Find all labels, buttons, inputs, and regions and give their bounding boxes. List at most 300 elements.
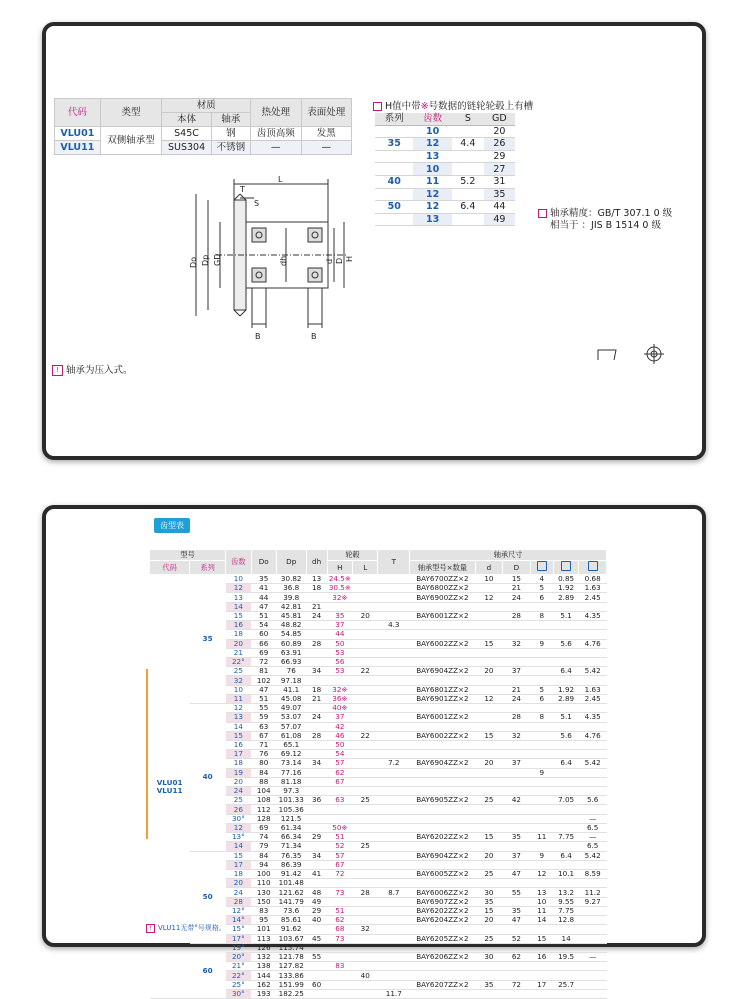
t-cell [378,611,410,620]
d-cell [475,722,502,731]
dh-cell: 40 [306,916,327,925]
D-cell [503,657,530,666]
D-cell [503,787,530,796]
c3-cell [579,750,607,759]
l-cell [353,962,378,971]
c2-cell [553,704,578,713]
D-cell [503,768,530,777]
D-cell: 28 [503,611,530,620]
bearing-model-cell: BAY6905ZZ×2 [410,796,476,805]
dh-cell [306,805,327,814]
c3-cell: 6.5 [579,823,607,832]
l-cell [353,694,378,703]
c3-cell: — [579,814,607,823]
dh-cell [306,740,327,749]
header-bearing-dim: 轴承尺寸 [410,550,607,561]
l-cell [353,740,378,749]
d-cell [475,685,502,694]
d-cell [475,805,502,814]
dh-cell [306,593,327,602]
c2-cell: 19.5 [553,952,578,961]
table-row [375,125,515,138]
dp-cell: 45.08 [276,694,306,703]
l-cell [353,768,378,777]
c2-cell [553,722,578,731]
groove-gd-cell: 29 [484,150,515,163]
dp-cell: 105.36 [276,805,306,814]
c1-cell: 15 [530,934,553,943]
teeth-cell: 21 [226,648,251,657]
groove-s-cell [452,125,484,138]
dh-cell [306,621,327,630]
dp-cell: 45.81 [276,611,306,620]
header-dh: dh [306,550,327,575]
groove-system-cell [375,125,413,138]
c2-cell: 9.55 [553,897,578,906]
teeth-cell: 10 [226,575,251,584]
c1-cell [530,971,553,980]
c1-cell: 6 [530,593,553,602]
label-B-left: B [255,332,261,341]
table-row [375,150,515,163]
groove-gd-cell: 44 [484,201,515,214]
d-cell [475,787,502,796]
l-cell [353,805,378,814]
t-cell [378,823,410,832]
groove-s-cell [452,213,484,226]
c1-cell: 16 [530,952,553,961]
system-cell: 35 [190,575,226,704]
c2-cell: 6.4 [553,759,578,768]
l-cell [353,676,378,685]
t-cell [378,934,410,943]
tooth-table-tag[interactable]: 齿型表 [154,518,190,533]
d-cell [475,823,502,832]
do-cell: 63 [251,722,276,731]
D-cell [503,722,530,731]
dh-cell: 36 [306,796,327,805]
c3-cell [579,602,607,611]
t-cell [378,906,410,915]
dp-cell: 42.81 [276,602,306,611]
dp-cell: 69.12 [276,750,306,759]
icon-col-1[interactable] [530,561,553,575]
label-d: d [325,258,334,264]
teeth-cell: 14 [226,722,251,731]
dh-cell: 13 [306,575,327,584]
bearing-model-cell [410,860,476,869]
t-cell [378,722,410,731]
do-cell: 108 [251,796,276,805]
groove-system-cell [375,150,413,163]
dp-cell: 48.82 [276,621,306,630]
dh-cell [306,860,327,869]
c3-cell [579,989,607,998]
groove-gd-cell: 27 [484,163,515,176]
dp-cell: 101.48 [276,879,306,888]
dh-cell [306,962,327,971]
do-cell: 83 [251,906,276,915]
teeth-cell: 14 [226,842,251,851]
d-cell: 20 [475,916,502,925]
c3-cell: 5.6 [579,796,607,805]
c1-cell [530,989,553,998]
l-cell: 22 [353,731,378,740]
bearing-model-cell: BAY6204ZZ×2 [410,916,476,925]
l-cell [353,897,378,906]
icon-col-3[interactable] [579,561,607,575]
do-cell: 47 [251,602,276,611]
h-cell [327,787,352,796]
do-cell: 79 [251,842,276,851]
t-cell [378,602,410,611]
c2-cell: 5.6 [553,731,578,740]
c3-cell: 5.42 [579,759,607,768]
dp-cell: 66.93 [276,657,306,666]
t-cell: 11.7 [378,989,410,998]
bearing-model-cell [410,722,476,731]
bearing-model-cell [410,768,476,777]
pdf-icon [537,561,547,571]
h-cell: 73 [327,934,352,943]
D-cell: 24 [503,593,530,602]
spec-panel-top [42,22,706,460]
h-cell: 56 [327,657,352,666]
c3-cell [579,860,607,869]
groove-system-cell [375,213,413,226]
do-cell: 104 [251,787,276,796]
t-cell [378,740,410,749]
bearing-model-cell [410,740,476,749]
d-cell [475,943,502,952]
D-cell: 47 [503,870,530,879]
D-cell: 62 [503,952,530,961]
c3-cell: 11.2 [579,888,607,897]
groove-system-cell: 35 [375,138,413,151]
dp-cell: 65.1 [276,740,306,749]
bearing-model-cell: BAY6002ZZ×2 [410,731,476,740]
c1-cell: 6 [530,694,553,703]
c2-cell: 1.92 [553,685,578,694]
do-cell: 72 [251,657,276,666]
l-cell [353,980,378,989]
do-cell: 128 [251,814,276,823]
groove-tooth-cell: 12 [413,138,451,151]
c1-cell: 5 [530,685,553,694]
l-cell [353,750,378,759]
D-cell [503,630,530,639]
bearing-model-cell [410,989,476,998]
teeth-cell: 28 [226,897,251,906]
c1-cell: 8 [530,713,553,722]
h-cell: 50 [327,639,352,648]
press-fit-footnote: ! 轴承为压入式。 [52,362,133,376]
c3-cell: 4.35 [579,611,607,620]
dp-cell: 66.34 [276,833,306,842]
c1-cell [530,879,553,888]
l-cell [353,860,378,869]
dh-cell [306,842,327,851]
c1-cell [530,648,553,657]
sprocket-cross-section-drawing [156,174,356,344]
c2-cell [553,648,578,657]
bearing-model-cell [410,657,476,666]
teeth-cell: 19° [226,943,251,952]
D-cell [503,989,530,998]
surface-cell: — [301,141,352,155]
header-dp: Dp [276,550,306,575]
D-cell [503,602,530,611]
c3-cell: 0.68 [579,575,607,584]
copy-icon [588,561,598,571]
t-cell [378,971,410,980]
c1-cell: 9 [530,639,553,648]
d-cell [475,842,502,851]
bearing-model-cell [410,750,476,759]
bearing-model-cell: BAY6002ZZ×2 [410,639,476,648]
dp-cell: 36.8 [276,584,306,593]
c3-cell: 4.76 [579,731,607,740]
d-cell: 30 [475,888,502,897]
h-cell: 30.5※ [328,583,351,593]
label-D: D [335,257,344,264]
groove-system-cell [375,163,413,176]
D-cell [503,879,530,888]
dp-cell: 97.3 [276,787,306,796]
teeth-cell: 24 [226,888,251,897]
l-cell [353,934,378,943]
groove-tooth-cell: 10 [413,125,451,138]
c1-cell [530,731,553,740]
c1-cell [530,740,553,749]
teeth-cell: 16 [226,621,251,630]
c1-cell: 4 [530,575,553,584]
c1-cell [530,925,553,934]
l-cell [353,621,378,630]
body-cell: SUS304 [162,141,211,155]
c1-cell [530,962,553,971]
l-cell [353,851,378,860]
D-cell: 72 [503,980,530,989]
d-cell [475,989,502,998]
code-vlu11: VLU11 [156,785,183,795]
do-cell: 69 [251,648,276,657]
t-cell [378,648,410,657]
dp-cell: 61.08 [276,731,306,740]
c1-cell [530,787,553,796]
header-surface: 表面处理 [301,99,352,127]
d-cell [475,925,502,934]
d-cell: 20 [475,851,502,860]
groove-gd-cell: 20 [484,125,515,138]
dp-cell: 60.89 [276,639,306,648]
h-cell: 44 [327,630,352,639]
dh-cell [306,943,327,952]
table-row [150,704,607,713]
c3-cell: 1.63 [579,584,607,593]
d-cell [475,962,502,971]
c3-cell [579,787,607,796]
D-cell [503,842,530,851]
heat-cell: 齿顶高频 [251,127,301,141]
D-cell [503,704,530,713]
groove-s-cell [452,150,484,163]
groove-system-cell [375,188,413,201]
teeth-cell: 15° [226,925,251,934]
header-bearing: 轴承 [211,113,250,127]
teeth-cell: 25 [226,796,251,805]
label-H: H [345,255,354,262]
teeth-cell: 26 [226,805,251,814]
c3-cell [579,777,607,786]
spec-panel-bottom [42,505,706,998]
l-cell [353,906,378,915]
groove-s-cell: 5.2 [452,175,484,188]
c1-cell: 13 [530,888,553,897]
c3-cell [579,879,607,888]
c3-cell: 2.45 [579,593,607,602]
t-cell [378,657,410,666]
h-cell [327,602,352,611]
c1-cell [530,796,553,805]
d-cell [475,768,502,777]
c3-cell [579,621,607,630]
bearing-model-cell [410,842,476,851]
groove-tooth-cell: 13 [413,213,451,226]
h-cell: 51 [327,833,352,842]
do-cell: 144 [251,971,276,980]
t-cell [378,870,410,879]
groove-gd-cell: 26 [484,138,515,151]
c1-cell: 11 [530,833,553,842]
system-cell: 40 [190,704,226,852]
warning-icon: ! [52,365,63,376]
bearing-model-cell: BAY6001ZZ×2 [410,713,476,722]
h-cell: 35 [327,611,352,620]
D-cell [503,823,530,832]
dh-cell [306,750,327,759]
dh-cell [306,722,327,731]
h-cell [327,952,352,961]
c1-cell: 14 [530,916,553,925]
dp-cell: 57.07 [276,722,306,731]
dp-cell: 121.62 [276,888,306,897]
teeth-cell: 22° [226,657,251,666]
h-cell [327,971,352,980]
t-cell [378,796,410,805]
bearing-model-cell [410,621,476,630]
icon-col-2[interactable] [553,561,578,575]
D-cell [503,740,530,749]
do-cell: 51 [251,694,276,703]
c1-cell [530,704,553,713]
teeth-cell: 13 [226,593,251,602]
h-cell [327,814,352,823]
do-cell: 84 [251,851,276,860]
c3-cell [579,906,607,915]
teeth-cell: 17 [226,860,251,869]
c2-cell [553,989,578,998]
bearing-model-cell: BAY6206ZZ×2 [410,952,476,961]
t-cell [378,833,410,842]
dp-cell: 151.99 [276,980,306,989]
bearing-model-cell [410,925,476,934]
t-cell [378,731,410,740]
body-cell: S45C [162,127,211,141]
h-cell: 62 [327,768,352,777]
c1-cell: 5 [530,584,553,593]
teeth-cell: 25° [226,980,251,989]
d-cell: 20 [475,667,502,676]
do-cell: 54 [251,621,276,630]
l-cell [353,759,378,768]
c3-cell [579,630,607,639]
header-system: 系列 [375,113,413,125]
bearing-model-cell [410,676,476,685]
do-cell: 47 [251,685,276,694]
vlu11-note: ! VLU11无带°号规格。 [146,923,226,933]
do-cell: 74 [251,833,276,842]
bearing-model-cell: BAY6904ZZ×2 [410,667,476,676]
h-cell: 68 [327,925,352,934]
h-cell: 37 [327,713,352,722]
h-cell [327,980,352,989]
table-row [150,943,607,952]
d-cell [475,814,502,823]
label-T: T [240,185,245,194]
dp-cell: 63.91 [276,648,306,657]
type-cell: 双侧轴承型 [100,127,162,155]
teeth-cell: 12 [226,584,251,593]
label-GD: GD [213,253,222,266]
dp-cell: 141.79 [276,897,306,906]
d-cell [475,602,502,611]
system-cell: 50 [190,851,226,943]
t-cell: 4.3 [378,621,410,630]
dp-cell: 30.82 [276,575,306,584]
d-cell [475,621,502,630]
h-cell: 57 [327,851,352,860]
t-cell: 7.2 [378,759,410,768]
c1-cell [530,657,553,666]
l-cell [353,870,378,879]
D-cell: 32 [503,731,530,740]
teeth-cell: 25 [226,667,251,676]
l-cell [353,787,378,796]
header-body: 本体 [162,113,211,127]
d-cell [475,584,502,593]
teeth-cell: 32 [226,676,251,685]
label-B-right: B [311,332,317,341]
teeth-cell: 20 [226,777,251,786]
header-l: L [353,561,378,575]
h-cell: 32※ [327,685,352,694]
h-cell: 57 [327,759,352,768]
groove-s-cell: 4.4 [452,138,484,151]
dh-cell: 48 [306,888,327,897]
D-cell: 35 [503,833,530,842]
c2-cell: 14 [553,934,578,943]
d-cell [475,879,502,888]
bearing-model-cell [410,962,476,971]
c3-cell [579,704,607,713]
label-Dp: Dp [201,254,210,266]
c1-cell [530,630,553,639]
bearing-model-cell: BAY6801ZZ×2 [410,685,476,694]
l-cell: 28 [353,888,378,897]
dh-cell [306,648,327,657]
l-cell [353,648,378,657]
